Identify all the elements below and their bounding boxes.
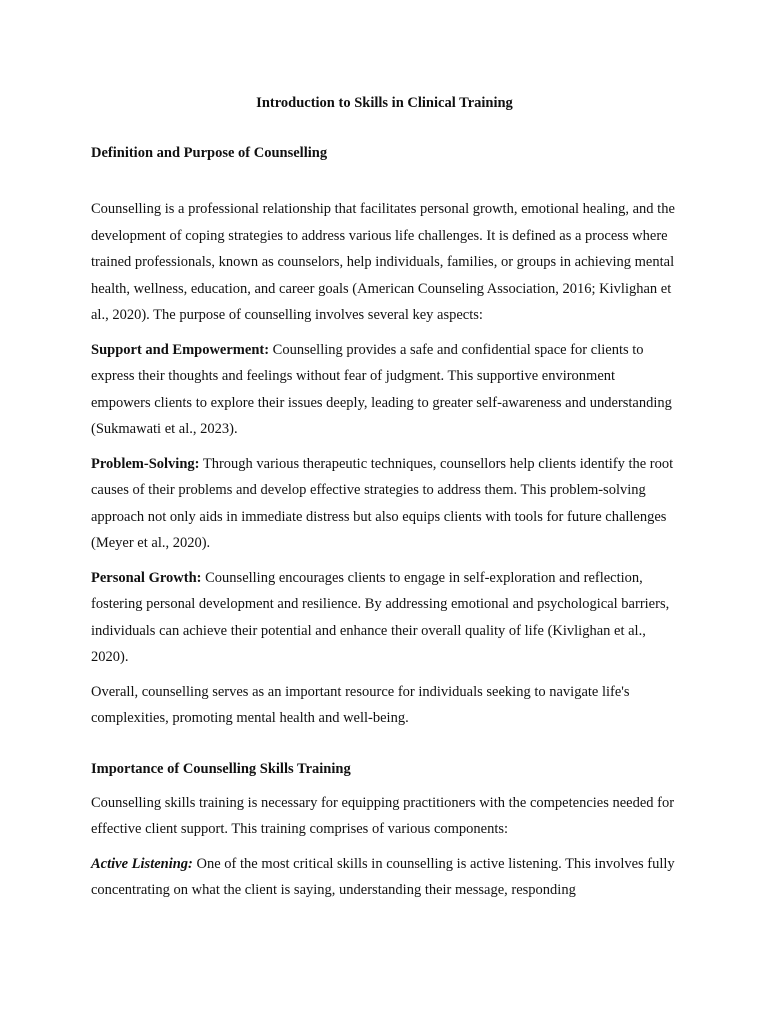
paragraph-personal-growth <box>91 565 678 671</box>
term-support-empowerment: Support and Empowerment: <box>91 341 270 358</box>
section-heading-importance: Importance of Counselling Skills Training <box>91 760 351 777</box>
document-title: Introduction to Skills in Clinical Training <box>256 95 513 111</box>
term-personal-growth: Personal Growth: <box>91 569 202 586</box>
paragraph-overall-conclusion: Overall, counselling serves as an important resource for individuals seeking to navigate life's complexities, promoting mental health and well-being. <box>91 683 630 726</box>
paragraph-problem-solving <box>91 451 678 557</box>
paragraph-support-empowerment <box>91 337 678 443</box>
text-problem-solving: Through various therapeutic techniques, counsellors help clients identify the root causes of their problems and develop effective strategies to address them. This problem-solving approach not only aids in immediate distress but also equips clients with tools for future challenges (Meyer et al., 2020). <box>91 455 674 551</box>
term-active-listening: Active Listening: <box>91 855 193 872</box>
text-personal-growth: Counselling encourages clients to engage in self-exploration and reflection, fostering personal development and resilience. By addressing emotional and psychological barriers, individuals can achieve their potential and enhance their overall quality of life (Kivlighan et al., 2020). <box>91 569 670 665</box>
text-active-listening: One of the most critical skills in counselling is active listening. This involves fully concentrating on what the client is saying, understanding their message, responding <box>91 855 675 898</box>
paragraph-importance-intro: Counselling skills training is necessary for equipping practitioners with the competencies needed for effective client support. This training comprises of various components: <box>91 794 675 837</box>
text-support-empowerment: Counselling provides a safe and confidential space for clients to express their thoughts and feelings without fear of judgment. This supportive environment empowers clients to explore their issues deeply, leading to greater self-awareness and understanding (Sukmawati et al., 2023). <box>91 341 672 437</box>
paragraph-definition-intro: Counselling is a professional relationship that facilitates personal growth, emotional healing, and the development of coping strategies to address various life challenges. It is defined as a process where trained professionals, known as counselors, help individuals, families, or groups in achieving mental health, wellness, education, and career goals (American Counseling Association, 2016; Kivlighan et al., 2020). The purpose of counselling involves several key aspects: <box>91 201 675 323</box>
term-problem-solving: Problem-Solving: <box>91 455 200 472</box>
section-heading-definition: Definition and Purpose of Counselling <box>91 145 328 161</box>
paragraph-active-listening <box>91 851 678 904</box>
